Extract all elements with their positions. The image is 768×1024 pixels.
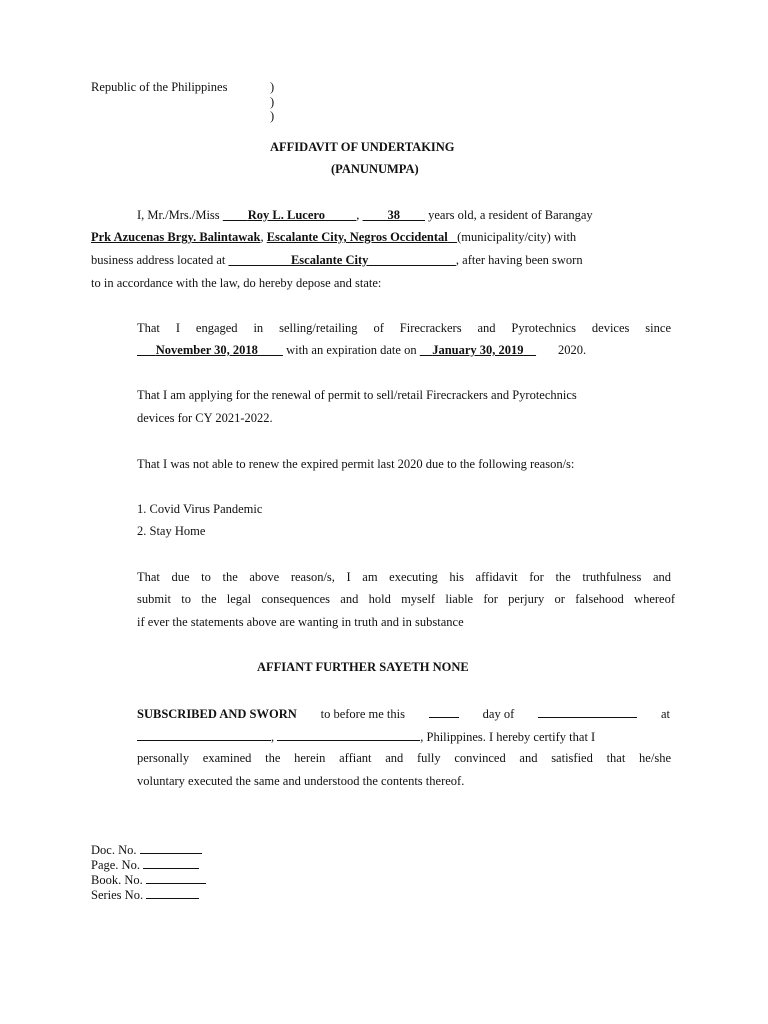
- para4-line-2: submit to the legal consequences and hold myself liable for perjury or falsehood whereof: [137, 592, 675, 606]
- jurat-month-blank: [538, 705, 637, 718]
- jurat-place-blank-2: [277, 728, 420, 741]
- exp-pad-left: [420, 343, 433, 357]
- expiration-date-value: January 30, 2019: [432, 343, 524, 357]
- jurat-line-4: voluntary executed the same and understood the contents thereof.: [137, 774, 465, 788]
- bus-pad-left: [228, 253, 291, 267]
- jurat-text-5: , Philippines. I hereby certify that I: [420, 730, 596, 744]
- page-no-label: Page. No.: [91, 858, 140, 872]
- series-no: [91, 886, 199, 903]
- paren-3: ): [270, 109, 275, 123]
- expiration-date: [420, 343, 536, 357]
- reason-item-1: 1. Covid Virus Pandemic: [137, 502, 263, 516]
- para1-line-1: That I engaged in selling/retailing of Firecrackers and Pyrotechnics devices since: [137, 321, 671, 335]
- intro-line-3: [91, 253, 583, 268]
- jurat-line-1: [137, 705, 670, 722]
- jurat-text-1: to before me this: [320, 707, 405, 721]
- name-pad-left: [223, 208, 248, 222]
- start-date: [137, 343, 283, 357]
- intro-sep-1: ,: [356, 208, 363, 222]
- intro-text-5: , after having been sworn: [455, 253, 583, 267]
- affiant-age: [362, 208, 425, 222]
- book-no-blank: [146, 871, 206, 884]
- city-pad: [448, 230, 457, 244]
- intro-text-4: business address located at: [91, 253, 229, 267]
- paren-1: ): [270, 80, 275, 94]
- affiant-age-value: 38: [387, 208, 400, 222]
- book-no-label: Book. No.: [91, 873, 143, 887]
- intro-line-1: [137, 208, 593, 223]
- intro-text-3: (municipality/city) with: [457, 230, 577, 244]
- republic-label: Republic of the Philippines: [91, 80, 228, 94]
- document-subtitle: (PANUNUMPA): [331, 162, 419, 176]
- series-no-blank: [146, 886, 199, 899]
- jurat-line-2: [137, 728, 595, 745]
- business-city-value: Escalante City: [290, 253, 369, 267]
- series-no-label: Series No.: [91, 888, 144, 902]
- intro-sep-2: ,: [260, 230, 267, 244]
- intro-text-1: I, Mr./Mrs./Miss: [137, 208, 223, 222]
- para2-line-2: devices for CY 2021-2022.: [137, 411, 273, 425]
- jurat-day-blank: [429, 705, 459, 718]
- venue-parentheses: [270, 80, 274, 124]
- jurat-text-2: day of: [482, 707, 515, 721]
- para1-text-2: with an expiration date on: [282, 343, 420, 357]
- doc-no-blank: [140, 841, 202, 854]
- para4-line-3: if ever the statements above are wanting in truth and in substance: [137, 615, 464, 629]
- name-pad-right: [325, 208, 356, 222]
- date-pad-right: [258, 343, 283, 357]
- subscribed-sworn: SUBSCRIBED AND SWORN: [137, 707, 297, 721]
- jurat-text-4: ,: [271, 730, 278, 744]
- jurat-text-3: at: [660, 707, 670, 721]
- business-address: [228, 253, 455, 267]
- city-value: [267, 230, 457, 244]
- affiant-name: [223, 208, 356, 222]
- page-no-blank: [143, 856, 199, 869]
- age-pad-left: [362, 208, 387, 222]
- intro-line-2: [91, 230, 576, 245]
- age-pad-right: [400, 208, 425, 222]
- affiant-further-sayeth: AFFIANT FURTHER SAYETH NONE: [257, 660, 469, 674]
- paren-2: ): [270, 94, 275, 109]
- reason-item-2: 2. Stay Home: [137, 524, 206, 538]
- jurat-place-blank-1: [137, 728, 271, 741]
- intro-text-2: years old, a resident of Barangay: [424, 208, 593, 222]
- exp-pad-right: [524, 343, 537, 357]
- jurat-line-3: personally examined the herein affiant and fully convinced and satisfied that he/she: [137, 751, 671, 765]
- para1-text-3: 2020.: [558, 343, 587, 357]
- bus-pad-right: [368, 253, 456, 267]
- para2-line-1: That I am applying for the renewal of permit to sell/retail Firecrackers and Pyrotechnics: [137, 388, 577, 402]
- para4-line-1: That due to the above reason/s, I am executing his affidavit for the truthfulness and: [137, 570, 671, 584]
- city-full-value: Escalante City, Negros Occidental: [266, 230, 448, 244]
- para3-line-1: That I was not able to renew the expired permit last 2020 due to the following reason/s:: [137, 457, 575, 471]
- date-pad-left: [137, 343, 156, 357]
- document-title: AFFIDAVIT OF UNDERTAKING: [270, 140, 455, 154]
- para1-line-2: [137, 343, 586, 358]
- affiant-name-value: Roy L. Lucero: [247, 208, 325, 222]
- barangay-value: Prk Azucenas Brgy. Balintawak: [91, 230, 261, 244]
- start-date-value: November 30, 2018: [155, 343, 258, 357]
- intro-line-4: to in accordance with the law, do hereby depose and state:: [91, 276, 382, 290]
- doc-no-label: Doc. No.: [91, 843, 137, 857]
